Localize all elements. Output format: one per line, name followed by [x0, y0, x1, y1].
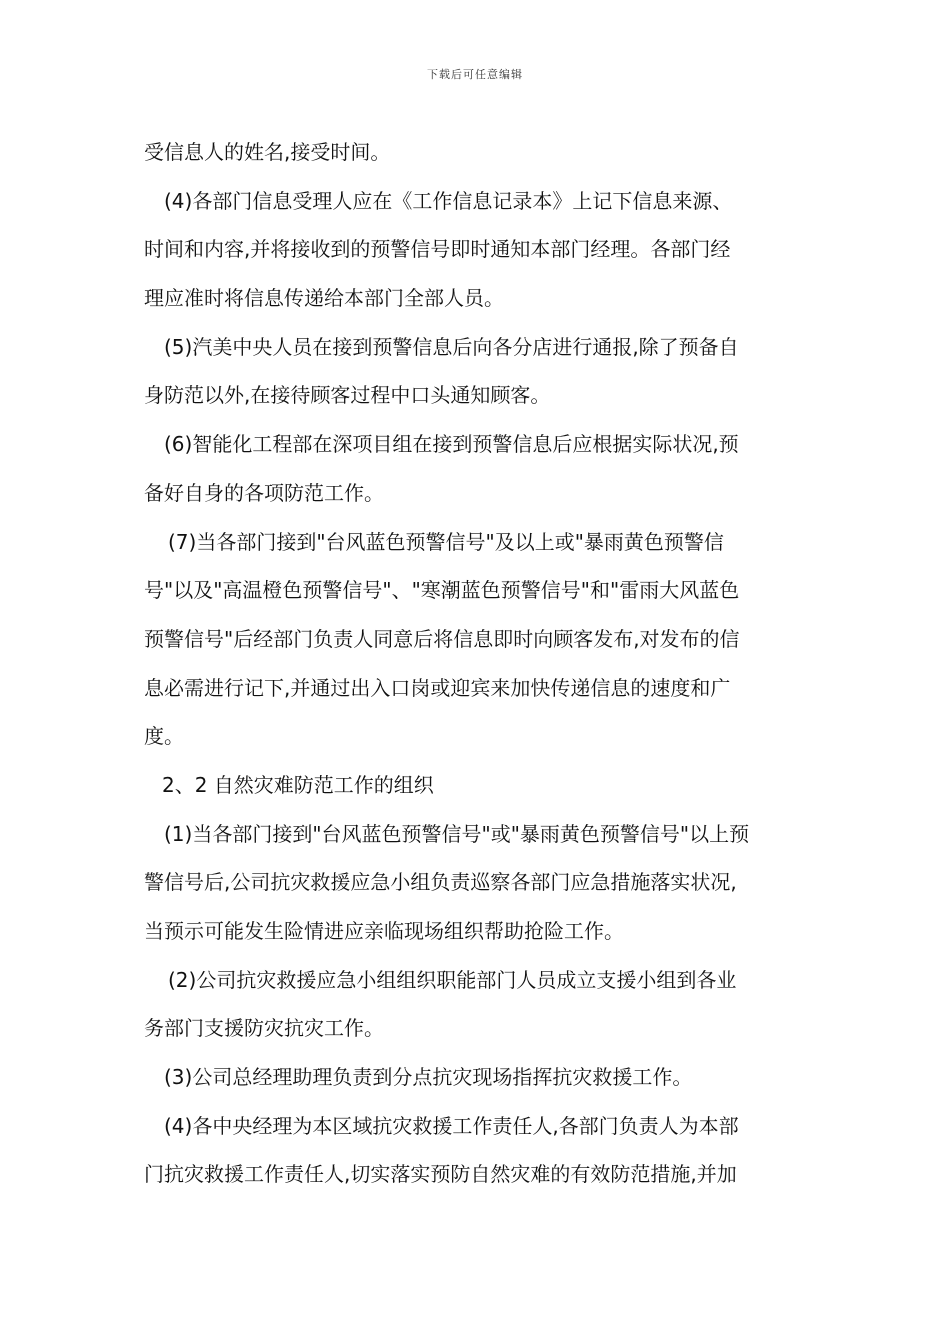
- text-line: 警信号后,公司抗灾救援应急小组负责巡察各部门应急措施落实状况,: [144, 870, 737, 895]
- text-line: 号"以及"高温橙色预警信号"、"寒潮蓝色预警信号"和"雷雨大风蓝色: [144, 578, 740, 603]
- document-body: [144, 128, 809, 1199]
- text-line: (4)各部门信息受理人应在《工作信息记录本》上记下信息来源、: [164, 188, 733, 213]
- text-line: (4)各中央经理为本区域抗灾救援工作责任人,各部门负责人为本部: [164, 1113, 739, 1138]
- text-line: 理应准时将信息传递给本部门全部人员。: [144, 286, 504, 311]
- page-header: 下载后可任意编辑: [427, 68, 523, 81]
- text-line: (2)公司抗灾救援应急小组组织职能部门人员成立支援小组到各业: [168, 967, 737, 992]
- text-line: 预警信号"后经部门负责人同意后将信息即时向顾客发布,对发布的信: [144, 626, 740, 651]
- text-line: (5)汽美中央人员在接到预警信息后向各分店进行通报,除了预备自: [164, 334, 739, 359]
- text-line: (1)当各部门接到"台风蓝色预警信号"或"暴雨黄色预警信号"以上预: [164, 821, 750, 846]
- section-heading: 2、2 自然灾难防范工作的组织: [162, 772, 434, 797]
- text-line: 务部门支援防灾抗灾工作。: [144, 1016, 384, 1041]
- text-line: 度。: [144, 724, 184, 749]
- text-line: (6)智能化工程部在深项目组在接到预警信息后应根据实际状况,预: [164, 432, 739, 457]
- text-line: (3)公司总经理助理负责到分点抗灾现场指挥抗灾救援工作。: [164, 1065, 693, 1090]
- text-line: 息必需进行记下,并通过出入口岗或迎宾来加快传递信息的速度和广: [144, 675, 731, 700]
- text-line: (7)当各部门接到"台风蓝色预警信号"及以上或"暴雨黄色预警信: [168, 529, 724, 554]
- text-line: 受信息人的姓名,接受时间。: [144, 140, 391, 164]
- text-line: 备好自身的各项防范工作。: [144, 480, 384, 505]
- text-line: 门抗灾救援工作责任人,切实落实预防自然灾难的有效防范措施,并加: [144, 1162, 737, 1187]
- text-line: 身防范以外,在接待顾客过程中口头通知顾客。: [144, 383, 551, 408]
- text-line: 时间和内容,并将接收到的预警信号即时通知本部门经理。各部门经: [144, 237, 731, 262]
- text-line: 当预示可能发生险情进应亲临现场组织帮助抢险工作。: [144, 919, 624, 943]
